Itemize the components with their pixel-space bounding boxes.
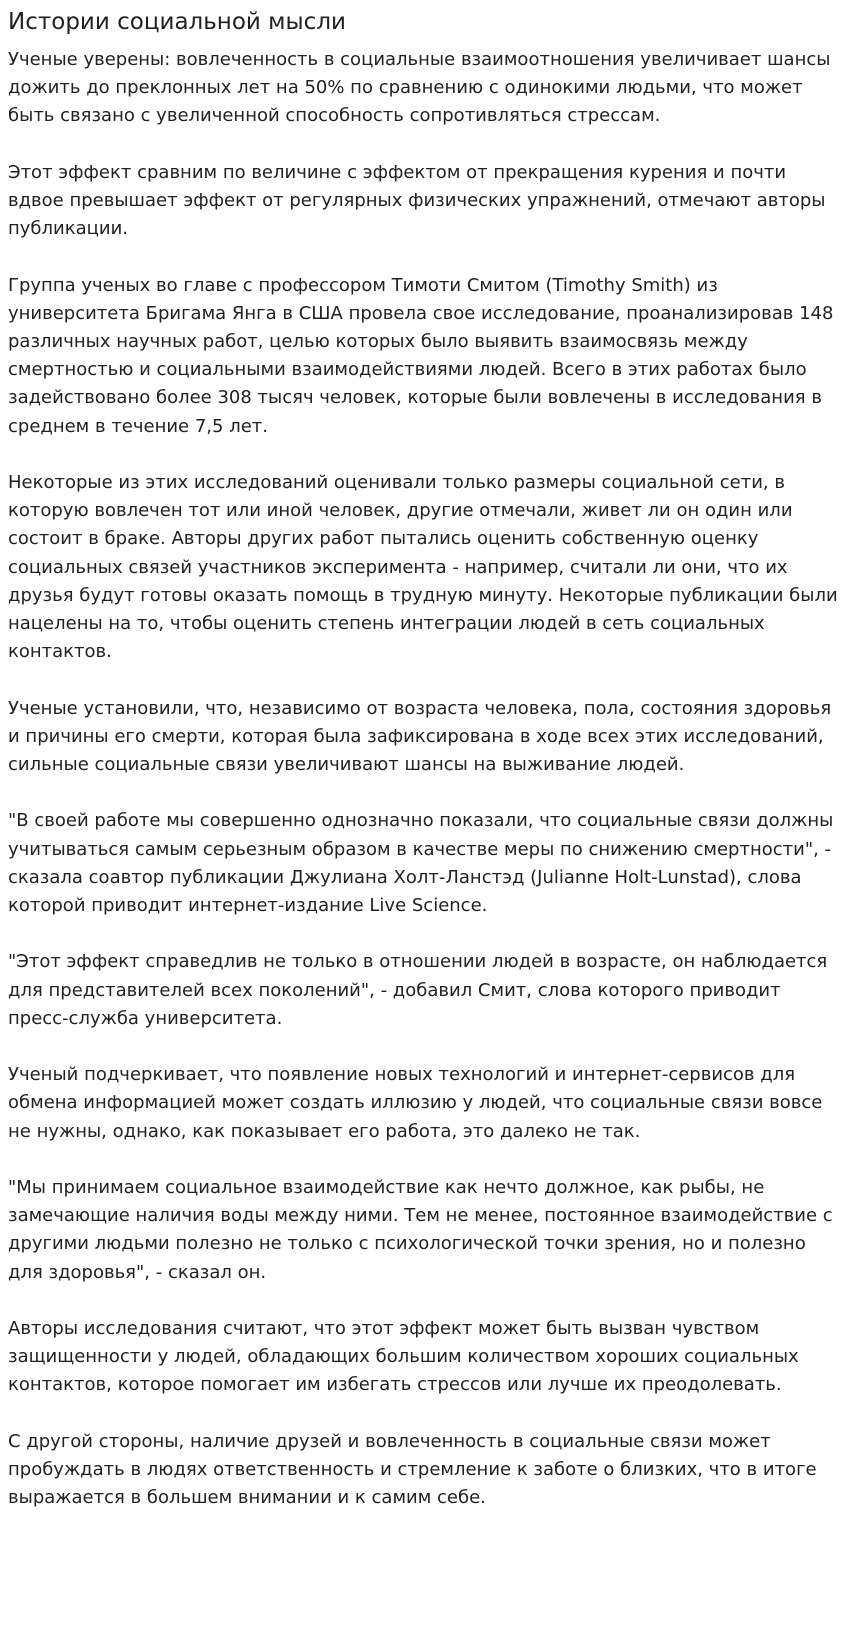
article-body bbox=[8, 46, 839, 1512]
article-paragraph: "В своей работе мы совершенно однозначно показали, что социальные связи должны учитываться самым серьезным образом в качестве меры по снижению смертности", - сказала соавтор публикации Джулиана Холт-Ланстэд (Julianne Holt-Lunstad), слова которой приводит интернет-издание Live Science. bbox=[8, 810, 834, 917]
article-paragraph: Авторы исследования считают, что этот эффект может быть вызван чувством защищенности у людей, обладающих большим количеством хороших социальных контактов, которое помогает им избегать стрессов или лучше их преодолевать. bbox=[8, 1318, 799, 1396]
article-paragraph: Ученый подчеркивает, что появление новых технологий и интернет-сервисов для обмена информацией может создать иллюзию у людей, что социальные связи вовсе не нужны, однако, как показывает его работа, это далеко не так. bbox=[8, 1064, 823, 1142]
article-paragraph: Ученые установили, что, независимо от возраста человека, пола, состояния здоровья и причины его смерти, которая была зафиксирована в ходе всех этих исследований, сильные социальные связи увеличивают шансы на выживание людей. bbox=[8, 697, 832, 776]
article-paragraph: Некоторые из этих исследований оценивали только размеры социальной сети, в которую вовлечен тот или иной человек, другие отмечали, живет ли он один или состоит в браке. Авторы других работ пытались оценить собственную оценку социальных связей участников эксперимента - например, считали ли они, что их друзья будут готовы оказать помощь в трудную минуту. Некоторые публикации были нацелены на то, чтобы оценить степень интеграции людей в сеть социальных контактов. bbox=[8, 472, 838, 663]
article-paragraph: С другой стороны, наличие друзей и вовлеченность в социальные связи может пробуждать в людях ответственность и стремление к заботе о близких, что в итоге выражается в большем внимании и к самим себе. bbox=[8, 1430, 817, 1509]
article-paragraph: "Мы принимаем социальное взаимодействие как нечто должное, как рыбы, не замечающие наличия воды между ними. Тем не менее, постоянное взаимодействие с другими людьми полезно не только с психологической точки зрения, но и полезно для здоровья", - сказал он. bbox=[8, 1177, 833, 1283]
article-paragraph: Этот эффект сравним по величине с эффектом от прекращения курения и почти вдвое превышает эффект от регулярных физических упражнений, отмечают авторы публикации. bbox=[8, 161, 826, 240]
article-paragraph: Группа ученых во главе с профессором Тимоти Смитом (Timothy Smith) из университета Бригама Янга в США провела свое исследование, проанализировав 148 различных научных работ, целью которых было выявить взаимосвязь между смертностью и социальными взаимодействиями людей. Всего в этих работах было задействовано более 308 тысяч человек, которые были вовлечены в исследования в среднем в течение 7,5 лет. bbox=[8, 274, 834, 437]
article-title: Истории социальной мысли bbox=[8, 9, 346, 35]
article-paragraph: Ученые уверены: вовлеченность в социальные взаимоотношения увеличивает шансы дожить до преклонных лет на 50% по сравнению с одинокими людьми, что может быть связано с увеличенной способность сопротивляться стрессам. bbox=[8, 49, 831, 127]
article-paragraph: "Этот эффект справедлив не только в отношении людей в возрасте, он наблюдается для представителей всех поколений", - добавил Смит, слова которого приводит пресс-служба университета. bbox=[8, 951, 828, 1029]
